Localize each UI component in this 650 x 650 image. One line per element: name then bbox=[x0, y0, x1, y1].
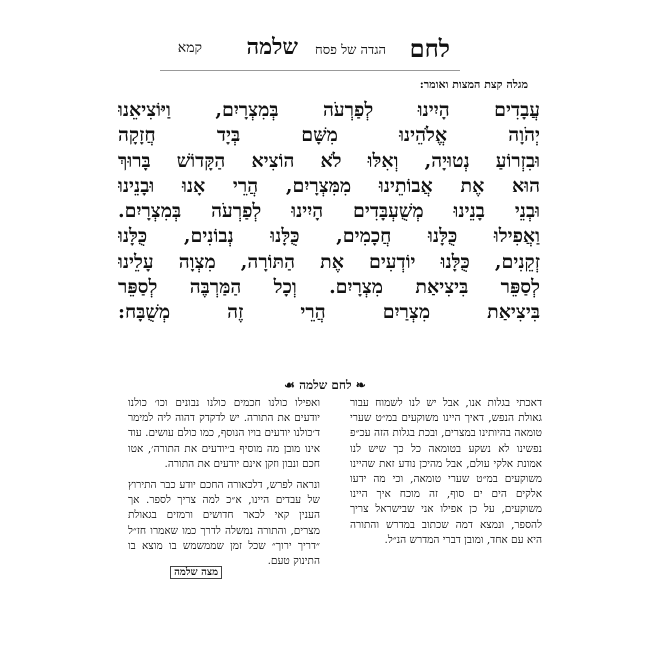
header-subtitle: הגדה של פסח bbox=[315, 43, 386, 58]
header-subtitle-2: שלמה bbox=[246, 34, 298, 60]
main-line: זְקֵנִים, כֻּלָּנוּ יוֹדְעִים אֶת הַתּוֹרָה, מִצְוָה עָלֵינוּ bbox=[118, 250, 540, 273]
commentary-paragraph: ונראה לפרש, דלכאורה החכם יודע כבר התירוץ של עבדים היינו, א״כ למה צריך לספר. אך הענין קאי לכאר חדושים ורמזים בגאולת מצרים, והתורה נמשלה לדרך כמו שאמרו חז״ל ״דריך ירוך״ שכל זמן שממשמש בו מוצא בו התינוק טעם. bbox=[128, 479, 320, 568]
commentary-title: לחם שלמה bbox=[299, 378, 352, 392]
main-line: וַאֲפִילוּ כֻּלָּנוּ חֲכָמִים, כֻּלָּנוּ נְבוֹנִים, כֻּלָּנוּ bbox=[118, 225, 540, 248]
page-number: קמא bbox=[177, 40, 202, 56]
main-line: יְהֹוָה אֱלֹהֵינוּ מִשָּׁם בְּיָד חֲזָקָה bbox=[118, 124, 540, 147]
ornament-icon: ❧ bbox=[351, 378, 366, 392]
main-line: וּבְנֵי בָנֵינוּ מְשֻׁעְבָּדִים הָיִינוּ לְפַרְעֹה בְּמִצְרָיִם. bbox=[118, 200, 540, 223]
main-line: הוּא אֶת אֲבוֹתֵינוּ מִמִּצְרָיִם, הֲרֵי אָנוּ וּבָנֵינוּ bbox=[118, 174, 540, 197]
main-line: עֲבָדִים הָיִינוּ לְפַרְעֹה בְּמִצְרָיִם, וַיּוֹצִיאֵנוּ bbox=[118, 99, 540, 121]
page-header bbox=[0, 34, 650, 64]
header-title: לחם bbox=[409, 34, 450, 63]
header-rule bbox=[160, 70, 460, 71]
ornament-icon: ☙ bbox=[284, 378, 300, 392]
commentary-paragraph: ואפילו כולנו חכמים כולנו נבונים וכו׳ כולנו יודעים את התורה. יש לדקדק דהוה ליה למימר ד׳כולנו יודעים בויו הנוסף, כמו כולם עושים. עוד אינו מובן מה מוסיף ב׳יודעים את התורה׳, אטו חכם ונבון וזקן אינם יודעים את התורה. bbox=[128, 397, 320, 470]
main-text bbox=[118, 98, 540, 326]
footnote-tag: מצה שלמה bbox=[170, 566, 222, 579]
commentary-left-column bbox=[128, 396, 320, 575]
commentary-paragraph: דאכתי בגלות אנו, אבל יש לנו לשמוח עבור גאולת הנפש, דאיך היינו משוקעים במ״ט שערי טומאה בהיותינו במצרים, ובכת בגלות הזה עכ״פ נפשינו לא נשקע בטומאה כל כך שיש לנו אמונת אלקי עולם, אבל מהיכן נודע זאת שהיינו משוקעים במ״ט שערי טומאה, וכי מה ידעו אלקים הים ים סוף, זה מוכח איך היינו משוקעים, על כן אפילו אני שבישראל צריך להספר, ונמצא דמה שכתוב במדרש והתורה היא עם אחד, ומובן דברי המדרש הנ״ל. bbox=[350, 397, 542, 546]
instruction-text: מגלה קצת המצות ואומר: bbox=[419, 78, 528, 91]
commentary-right-column bbox=[350, 396, 542, 554]
main-line: בִּיצִיאַת מִצְרַיִם הֲרֵי זֶה מְשֻׁבָּח: bbox=[118, 301, 540, 324]
main-line: וּבִזְרוֹעַ נְטוּיָה, וְאִלּוּ לֹא הוֹצִיא הַקָּדוֹשׁ בָּרוּךְ bbox=[118, 149, 540, 172]
commentary-header bbox=[0, 378, 650, 393]
main-line: לְסַפֵּר בִּיצִיאַת מִצְרָיִם. וְכָל הַמַּרְבֶּה לְסַפֵּר bbox=[118, 276, 540, 299]
